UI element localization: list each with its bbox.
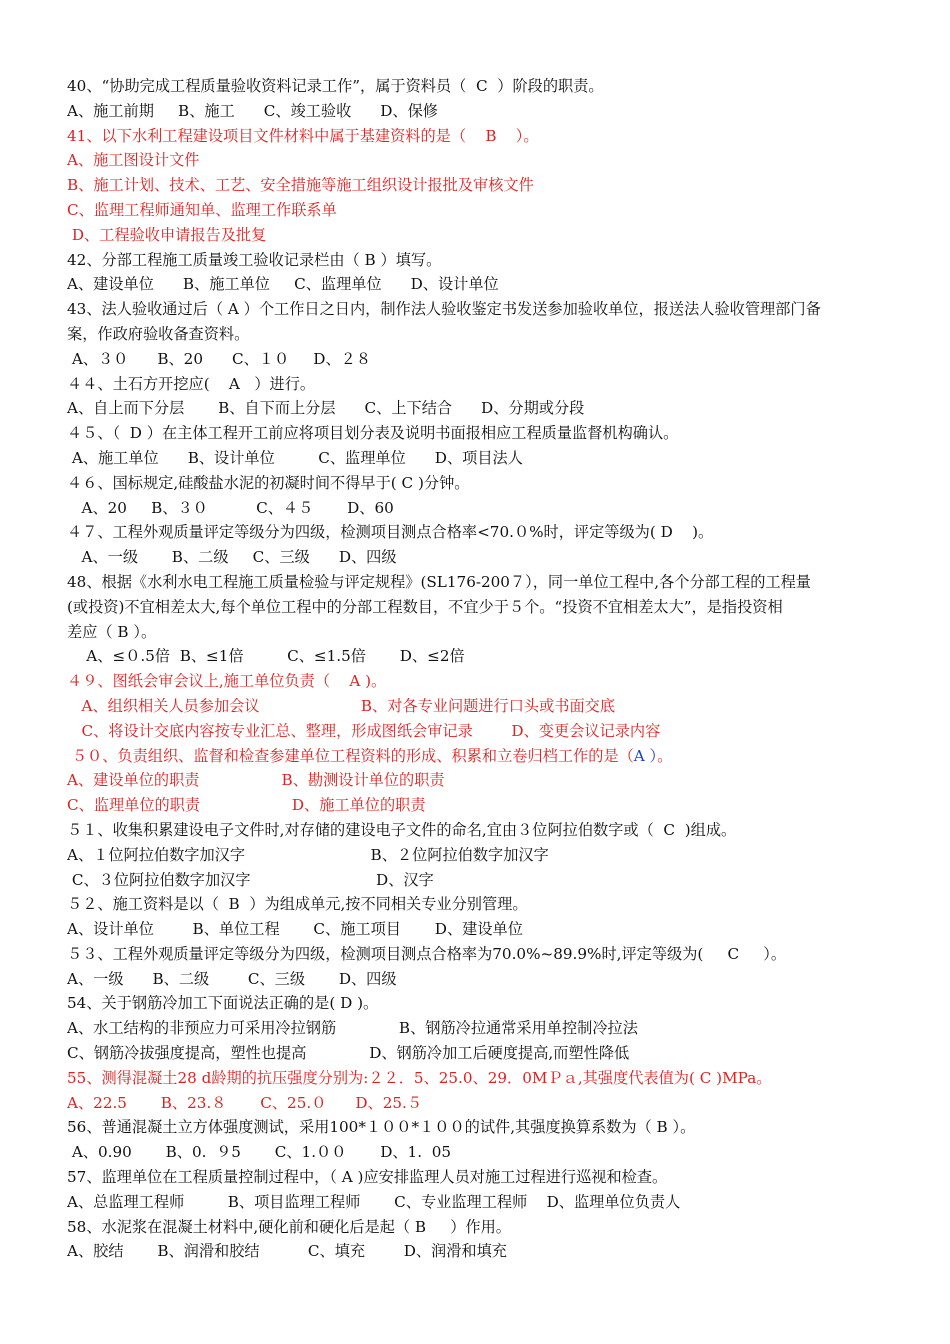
text-line [67,198,887,223]
text-line [67,1041,887,1066]
line-text: (或投资)不宜相差太大,每个单位工程中的分部工程数目，不宜少于５个。“投资不宜相差太大”，是指投资相 [67,597,783,616]
line-text: A、施工图设计文件 [67,151,200,170]
line-text: ５１、收集积累建设电子文件时,对存储的建设电子文件的命名,宜由３位阿拉伯数字或（ C )组成。 [67,820,737,839]
text-line [67,545,887,570]
line-text: A、一级 B、二级 C、三级 D、四级 [67,969,397,988]
line-text: C、钢筋冷拔强度提高，塑性也提高 D、钢筋冷加工后硬度提高,而塑性降低 [67,1044,630,1063]
line-text: B、施工计划、技术、工艺、安全措施等施工组织设计报批及审核文件 [67,176,534,195]
text-line [67,1091,887,1116]
text-line [67,297,887,322]
line-end: 。 [657,746,673,765]
document-page [67,74,887,1264]
text-line [67,942,887,967]
text-line [67,768,887,793]
text-line [67,322,887,347]
text-line [67,124,887,149]
line-text: 56、普通混凝土立方体强度测试，采用100*１００*１００的试件,其强度换算系数为（ B ）。 [67,1118,696,1137]
text-line [67,74,887,99]
line-text: 43、法人验收通过后（ A ）个工作日之日内，制作法人验收鉴定书发送参加验收单位，报送法人验收管理部门备 [67,300,821,319]
text-line [67,471,887,496]
line-text: A、0.90 B、0. ９5 C、1.００ D、1. 05 [67,1143,452,1162]
line-text: A、设计单位 B、单位工程 C、施工项目 D、建设单位 [67,920,523,939]
line-text: 54、关于钢筋冷加工下面说法正确的是( D )。 [67,994,379,1013]
text-line [67,892,887,917]
text-line [67,99,887,124]
text-line [67,1239,887,1264]
line-text: C、３位阿拉伯数字加汉字 D、汉字 [67,870,434,889]
text-line [67,917,887,942]
text-line [67,272,887,297]
text-line [67,669,887,694]
line-text: C、将设计交底内容按专业汇总、整理，形成图纸会审记录 D、变更会议记录内容 [67,721,661,740]
text-line [67,868,887,893]
text-line [67,1140,887,1165]
text-line [67,570,887,595]
text-line [67,694,887,719]
text-line [67,991,887,1016]
line-text: 48、根据《水利水电工程施工质量检验与评定规程》(SL176-200７），同一单位工程中,各个分部工程的工程量 [67,572,811,591]
line-text: A、总监理工程师 B、项目监理工程师 C、专业监理工程师 D、监理单位负责人 [67,1192,681,1211]
line-text: ４７、工程外观质量评定等级分为四级，检测项目测点合格率<70.０%时，评定等级为( D )。 [67,523,714,542]
line-text: A、１位阿拉伯数字加汉字 B、２位阿拉伯数字加汉字 [67,845,549,864]
text-line [67,396,887,421]
text-line [67,1165,887,1190]
line-text: 案，作政府验收备查资料。 [67,324,250,343]
line-text: C、监理单位的职责 D、施工单位的职责 [67,796,426,815]
line-text: A、胶结 B、润滑和胶结 C、填充 D、润滑和填充 [67,1242,507,1261]
text-line [67,1016,887,1041]
text-line [67,1190,887,1215]
line-text: A、≤０.5倍 B、≤1倍 C、≤1.5倍 D、≤2倍 [67,647,465,666]
line-answer: A ） [633,746,658,765]
line-text: 41、以下水利工程建设项目文件材料中属于基建资料的是（ B ）。 [67,126,539,145]
text-line [67,520,887,545]
text-line [67,843,887,868]
text-line [67,967,887,992]
line-text: ４９、图纸会审会议上,施工单位负责（ A )。 [67,672,387,691]
text-line [67,148,887,173]
line-text: C、监理工程师通知单、监理工作联系单 [67,200,337,219]
text-line [67,446,887,471]
line-text: A、３０ B、20 C、１０ D、２８ [67,349,372,368]
line-text: 40、“协助完成工程质量验收资料记录工作”，属于资料员（ C ）阶段的职责。 [67,77,604,95]
line-text: A、施工单位 B、设计单位 C、监理单位 D、项目法人 [67,448,523,467]
line-text: ４６、国标规定,硅酸盐水泥的初凝时间不得早于( C )分钟。 [67,473,470,492]
line-text: 57、监理单位在工程质量控制过程中，（ A )应安排监理人员对施工过程进行巡视和检查。 [67,1168,668,1187]
text-line [67,793,887,818]
text-line [67,347,887,372]
text-line [67,173,887,198]
line-text: ５０、负责组织、监督和检查参建单位工程资料的形成、积累和立卷归档工作的是（ [67,746,634,765]
line-text: A、自上而下分层 B、自下而上分层 C、上下结合 D、分期或分段 [67,399,585,418]
line-text: ５２、施工资料是以（ B ）为组成单元,按不同相关专业分别管理。 [67,895,528,914]
text-line [67,818,887,843]
text-line [67,620,887,645]
text-line [67,248,887,273]
text-line [67,595,887,620]
text-line [67,421,887,446]
line-text: A、组织相关人员参加会议 B、对各专业问题进行口头或书面交底 [67,696,616,715]
text-line [67,744,887,769]
line-text: A、施工前期 B、施工 C、竣工验收 D、保修 [67,101,438,120]
line-text: A、22.5 B、23.８ C、25.０ D、25.５ [67,1093,423,1112]
line-text: 差应（ B ）。 [67,622,157,641]
text-line [67,719,887,744]
text-line [67,223,887,248]
line-text: A、水工结构的非预应力可采用冷拉钢筋 B、钢筋冷拉通常采用单控制冷拉法 [67,1019,638,1038]
text-line [67,644,887,669]
line-text: 42、分部工程施工质量竣工验收记录栏由（ B ）填写。 [67,250,442,269]
line-text: D、工程验收申请报告及批复 [67,225,267,244]
line-text: A、建设单位 B、施工单位 C、监理单位 D、设计单位 [67,275,499,294]
line-text: A、20 B、３０ C、４５ D、60 [67,498,394,517]
line-text: A、一级 B、二级 C、三级 D、四级 [67,548,397,567]
line-text: 58、水泥浆在混凝土材料中,硬化前和硬化后是起（ B ）作用。 [67,1217,511,1236]
line-text: A、建设单位的职责 B、勘测设计单位的职责 [67,771,445,790]
text-line [67,1115,887,1140]
text-line [67,496,887,521]
line-text: ４５、（ D ）在主体工程开工前应将项目划分表及说明书面报相应工程质量监督机构确认。 [67,424,679,443]
text-line [67,1215,887,1240]
text-line [67,1066,887,1091]
text-line [67,372,887,397]
line-text: ４４、土石方开挖应( A ）进行。 [67,374,316,393]
line-text: ５３、工程外观质量评定等级分为四级，检测项目测点合格率为70.0%~89.9%时,评定等级为( C ）。 [67,944,787,963]
line-text: 55、测得混凝土28 d龄期的抗压强度分别为:２２．5、25.0、29．0MＰａ,其强度代表值为( C )MPa。 [67,1068,772,1087]
